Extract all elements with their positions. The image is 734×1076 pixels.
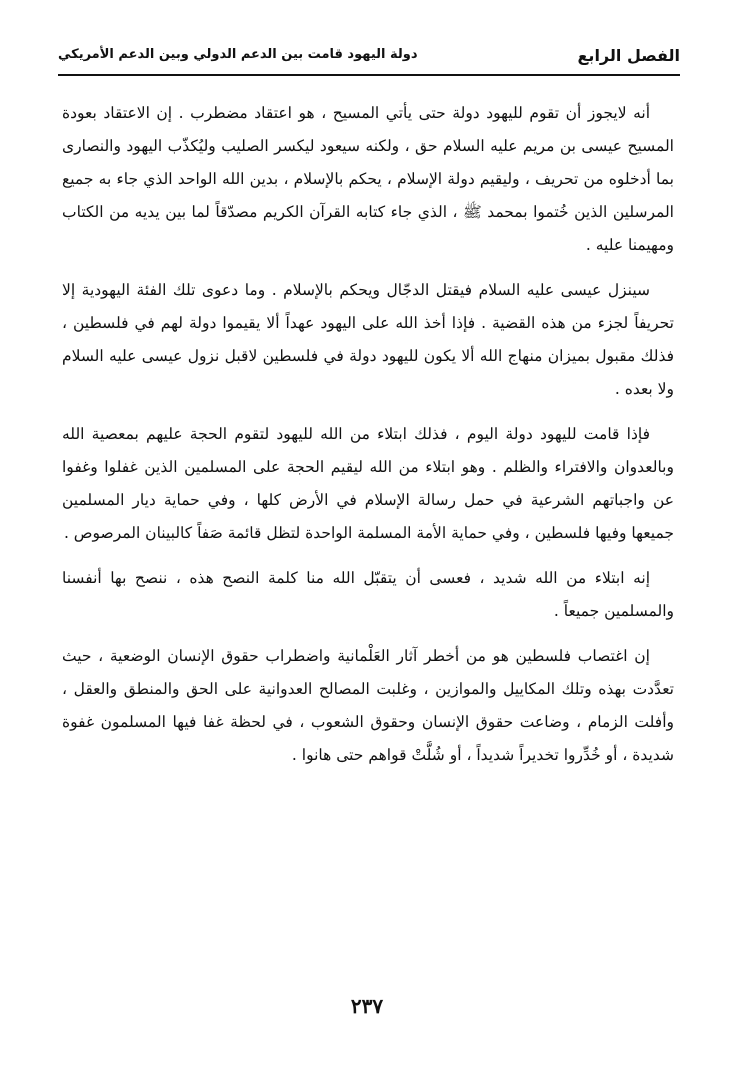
paragraph-3: فإذا قامت لليهود دولة اليوم ، فذلك ابتلاء من الله لليهود لتقوم الحجة عليهم بمعصية الله وبالعدوان والافتراء والظلم . وهو ابتلاء من الله ليقيم الحجة على المسلمين الذين غفلوا وغفوا عن واجباتهم الشرعية في حمل رسالة الإسلام في الأرض كلها ، وفي حماية ديار المسلمين جميعها وفيها فلسطين ، وفي حماية الأمة المسلمة الواحدة لتظل قائمة صَفاً كالبينان المرصوص . — [62, 425, 674, 542]
header-divider — [58, 74, 680, 76]
running-header — [58, 38, 680, 78]
chapter-title: الفصل الرابع — [577, 46, 680, 65]
running-title: دولة اليهود قامت بين الدعم الدولي وبين الدعم الأمريكي — [58, 47, 418, 62]
page-number: ٢٣٧ — [350, 994, 384, 1018]
paragraph-4: إنه ابتلاء من الله شديد ، فعسى أن يتقبّل الله منا كلمة النصح هذه ، ننصح بها أنفسنا والمسلمين جميعاً . — [62, 569, 674, 620]
body-text — [62, 97, 674, 784]
paragraph-2: سينزل عيسى عليه السلام فيقتل الدجّال ويحكم بالإسلام . وما دعوى تلك الفئة اليهودية إلا تحريفاً لجزء من هذه القضية . فإذا أخذ الله على اليهود عهداً ألا يقيموا دولة لهم في فلسطين ، فذلك مقبول بميزان منهاج الله ألا يكون لليهود دولة في فلسطين لاقبل نزول عيسى عليه السلام ولا بعده . — [62, 281, 674, 398]
paragraph-5: إن اغتصاب فلسطين هو من أخطر آثار العَلْمانية واضطراب حقوق الإنسان الوضعية ، حيث تعدَّدت بهذه وتلك المكاييل والموازين ، وغلبت المصالح العدوانية على الحق والمنطق والعقل ، وأفلت الزمام ، وضاعت حقوق الإنسان وحقوق الشعوب ، في لحظة غفا فيها المسلمون غفوة شديدة ، أو خُدِّروا تخديراً شديداً ، أو شُلَّتْ قواهم حتى هانوا . — [62, 647, 674, 764]
paragraph-1: أنه لايجوز أن تقوم لليهود دولة حتى يأتي المسيح ، هو اعتقاد مضطرب . إن الاعتقاد بعودة المسيح عيسى بن مريم عليه السلام حق ، ولكنه سيعود ليكسر الصليب وليُكذّب اليهود والنصارى بما أدخلوه من تحريف ، وليقيم دولة الإسلام ، يحكم بالإسلام ، بدين الله الواحد الذي جاء به جميع المرسلين الذين خُتموا بمحمد ﷺ ، الذي جاء كتابه القرآن الكريم مصدّقاً لما بين يديه من الكتاب ومهيمنا عليه . — [62, 104, 674, 254]
